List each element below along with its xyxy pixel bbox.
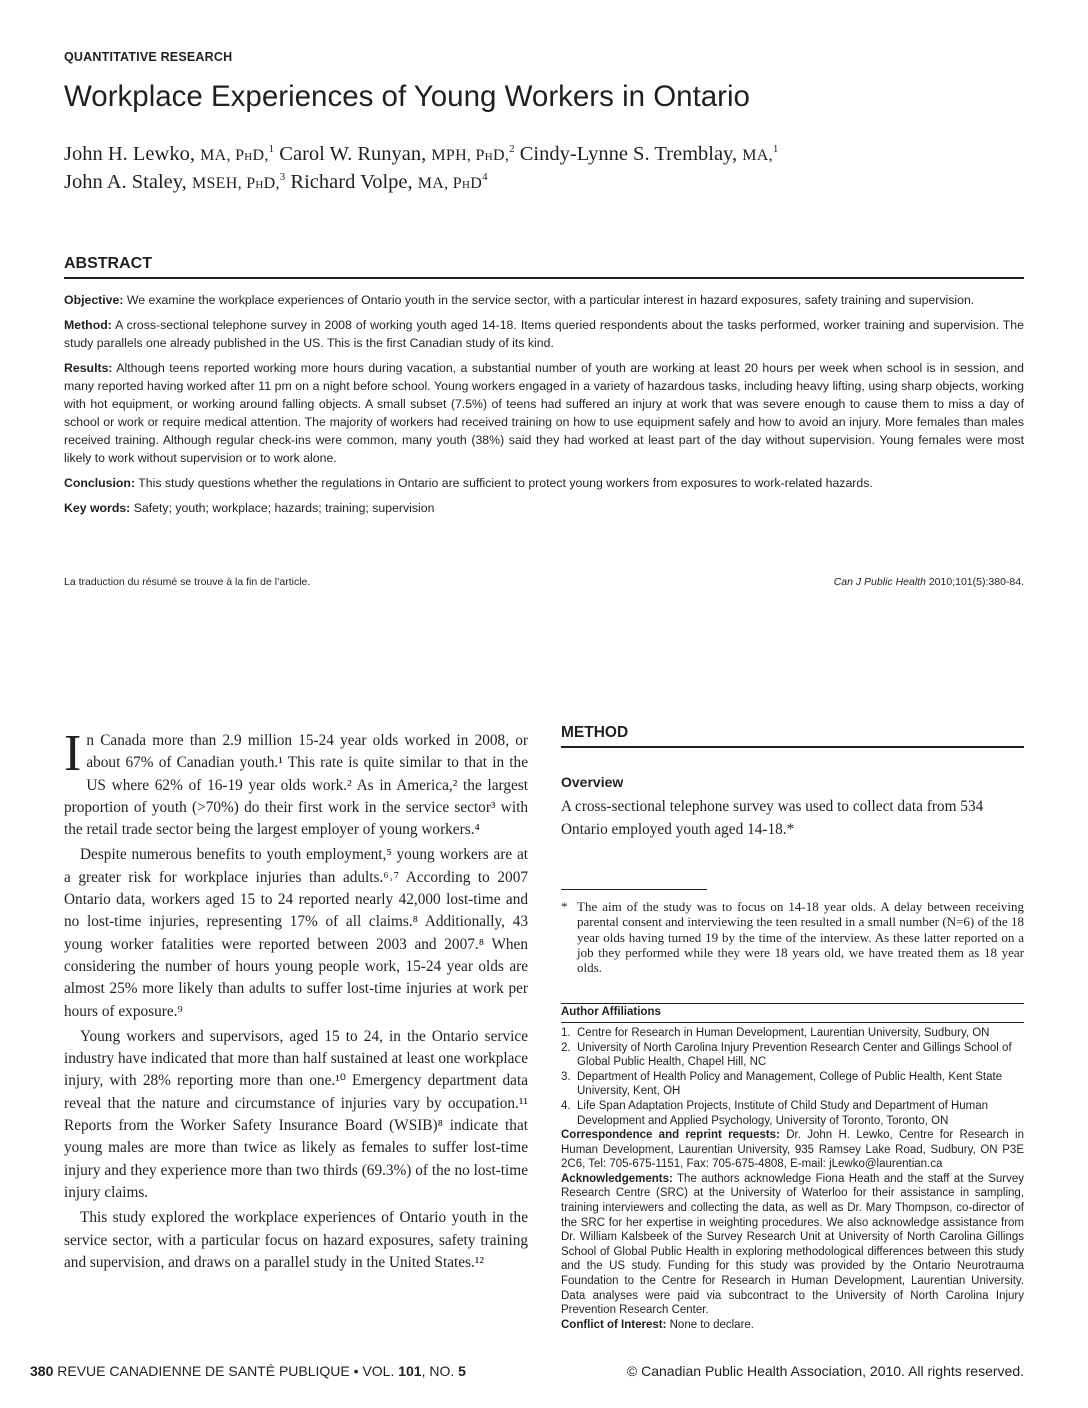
author-name: John H. Lewko, xyxy=(64,143,195,165)
acknowledgements-text: The authors acknowledge Fiona Heath and the staff at the Survey Research Centre (SRC) at the University of Waterloo for their assistance in sampling, training interviewers and collecting the data, as well as Dr. Mary Thompson, co-director of the SRC for her expertise in weighting procedures. We also acknowledge assistance from Dr. William Kalsbeek of the Survey Research Unit at University of North Carolina Gillings School of Global Public Health in exploring methodological differences between this study and the US study. Funding for this study was provided by the Ontario Neurotrauma Foundation to the Centre for Research in Human Development, Laurentian University. Data analyses were paid via subcontract to the University of North Carolina Injury Prevention Research Center. xyxy=(561,1172,1024,1317)
abstract-objective xyxy=(64,291,1024,309)
intro-paragraph-text: n Canada more than 2.9 million 15-24 year olds worked in 2008, or about 67% of Canadian youth.¹ This rate is quite similar to that in the US where 62% of 16-19 year olds work.² As in America,² the largest proportion of youth (>70%) do their first work in the service sector³ with the retail trade sector being the largest employer of young workers.⁴ xyxy=(64,732,528,839)
author-affiliation-mark: 3 xyxy=(279,171,286,184)
author-name: Cindy-Lynne S. Tremblay, xyxy=(519,143,738,165)
method-heading: METHOD xyxy=(561,724,629,741)
affiliation-number: 1. xyxy=(561,1027,571,1039)
footnote-text: The aim of the study was to focus on 14-18 year olds. A delay between receiving parental consent and interviewing the teen resulted in a small number (N=6) of the 18 year olds having turned 19 by the time of the interview. As these latter reported on a job they performed while they were 18 years old, we have treated them as 18 year olds. xyxy=(577,899,1024,976)
author-name: Richard Volpe, xyxy=(290,171,413,193)
author-affiliation-mark: 1 xyxy=(772,143,779,156)
affiliation-text: Life Span Adaptation Projects, Institute of Child Study and Department of Human Development and Applied Psychology, University of Toronto, Toronto, ON xyxy=(577,1099,989,1127)
author-affiliation-mark: 1 xyxy=(268,143,275,156)
objective-text: We examine the workplace experiences of Ontario youth in the service sector, with a particular interest in hazard exposures, safety training and supervision. xyxy=(126,293,975,307)
abstract-method xyxy=(64,316,1024,352)
acknowledgements-note xyxy=(561,1172,1024,1318)
affiliation-item xyxy=(561,1070,1024,1099)
affiliations-list xyxy=(561,1026,1024,1128)
abstract-footer xyxy=(64,576,1024,588)
author-credentials: MA, PhD, xyxy=(200,147,269,164)
keywords-text: Safety; youth; workplace; hazards; training; supervision xyxy=(133,501,435,515)
conclusion-text: This study questions whether the regulations in Ontario are sufficient to protect young workers from exposures to work-related hazards. xyxy=(138,476,873,490)
journal-name: REVUE CANADIENNE DE SANTÉ PUBLIQUE • VOL. xyxy=(53,1363,399,1379)
issue-separator: , NO. xyxy=(421,1363,459,1379)
intro-paragraph: This study explored the workplace experiences of Ontario youth in the service sector, with a particular focus on hazard exposures, safety training and supervision, and draws on a parallel study in the United States.¹² xyxy=(64,1209,528,1271)
page-number: 380 xyxy=(30,1363,54,1379)
author-affiliation-mark: 4 xyxy=(482,171,488,184)
introduction-column xyxy=(64,725,528,1274)
method-text: A cross-sectional telephone survey in 2008 of working youth aged 14-18. Items queried respondents about the tasks performed, worker training and supervision. The study parallels one already published in the US. This is the first Canadian study of its kind. xyxy=(64,318,1024,350)
abstract-conclusion xyxy=(64,474,1024,492)
conflict-text: None to declare. xyxy=(666,1318,755,1331)
author-name: John A. Staley, xyxy=(64,171,187,193)
issue-number: 5 xyxy=(458,1363,466,1379)
keywords-label: Key words: xyxy=(64,501,131,515)
method-label: Method: xyxy=(64,318,112,332)
article-notes xyxy=(561,1128,1024,1332)
affiliation-number: 2. xyxy=(561,1041,571,1054)
overview-text: A cross-sectional telephone survey was used to collect data from 534 Ontario employed youth aged 14-18.* xyxy=(561,798,984,838)
article-title: Workplace Experiences of Young Workers in Ontario xyxy=(64,80,750,113)
affiliation-number: 4. xyxy=(561,1099,571,1112)
citation-details: 2010;101(5):380-84. xyxy=(925,576,1024,588)
method-divider xyxy=(561,746,1024,748)
results-label: Results: xyxy=(64,361,113,375)
affiliation-item xyxy=(561,1041,1024,1070)
affiliation-text: Department of Health Policy and Management, College of Public Health, Kent State University, Kent, OH xyxy=(577,1070,1003,1098)
author-affiliation-mark: 2 xyxy=(509,143,515,156)
affiliation-text: Centre for Research in Human Development, Laurentian University, Sudbury, ON xyxy=(577,1027,990,1039)
affiliations-heading: Author Affiliations xyxy=(561,1006,661,1018)
intro-paragraph: Despite numerous benefits to youth employment,⁵ young workers are at a greater risk for workplace injuries than adults.⁶˒⁷ According to 2007 Ontario data, workers aged 15 to 24 reported nearly 42,000 lost-time and no lost-time injuries, representing 17% of all claims.⁸ Additionally, 43 young worker fatalities were reported between 2003 and 2007.⁸ When considering the number of hours young people work, 15-24 year olds are almost 25% more likely than adults to suffer lost-time injuries at work per hours of exposure.⁹ xyxy=(64,846,528,1020)
acknowledgements-label: Acknowledgements: xyxy=(561,1172,673,1185)
abstract-keywords xyxy=(64,499,1024,517)
author-credentials: MPH, PhD, xyxy=(431,147,510,164)
footnote-mark: * xyxy=(561,899,568,914)
affiliations-top-rule xyxy=(561,1003,1024,1004)
abstract-heading: ABSTRACT xyxy=(64,255,152,272)
abstract-results xyxy=(64,359,1024,467)
section-label: QUANTITATIVE RESEARCH xyxy=(64,50,233,64)
affiliations-heading-rule xyxy=(561,1022,1024,1023)
results-text: Although teens reported working more hours during vacation, a substantial number of youth are working at least 20 hours per week when school is in session, and many reported having worked after 11 pm on a night before school. Young workers engaged in a variety of hazardous tasks, including heavy lifting, using sharp objects, working with hot equipment, or working around falling objects. A small subset (7.5%) of teens had suffered an injury at work that was severe enough to cause them to miss a day of school or work or require medical attention. The majority of workers had received training on how to use equipment safely and how to avoid an injury. More females than males received training. Although regular check-ins were common, many youth (38%) said they had worked at least part of the day without supervision. Young females were most likely to work without supervision or to work alone. xyxy=(64,361,1024,465)
footnote xyxy=(561,899,1024,975)
correspondence-text: Dr. John H. Lewko, Centre for Research in Human Development, Laurentian University, 935 Ramsey Lake Road, Sudbury, ON P3E 2C6, Tel: 705-675-1151, Fax: 705-675-4808, E-mail: jLewko@laurentian.ca xyxy=(561,1129,1024,1171)
page-footer-journal xyxy=(30,1363,466,1379)
conclusion-label: Conclusion: xyxy=(64,476,136,490)
conflict-note xyxy=(561,1318,1024,1333)
footnote-divider xyxy=(561,889,707,890)
author-credentials: MA, xyxy=(742,147,773,164)
affiliation-item xyxy=(561,1099,1024,1128)
affiliation-number: 3. xyxy=(561,1070,571,1083)
conflict-label: Conflict of Interest: xyxy=(561,1318,667,1331)
author-list xyxy=(64,141,1044,197)
abstract-divider xyxy=(64,277,1024,279)
objective-label: Objective: xyxy=(64,293,124,307)
correspondence-label: Correspondence and reprint requests: xyxy=(561,1129,780,1141)
drop-cap: I xyxy=(64,725,82,782)
affiliation-text: University of North Carolina Injury Prevention Research Center and Gillings School of Global Public Health, Chapel Hill, NC xyxy=(577,1041,1012,1069)
affiliation-item xyxy=(561,1026,1024,1041)
author-credentials: MSEH, PhD, xyxy=(191,175,280,192)
intro-paragraph xyxy=(64,725,528,841)
volume-number: 101 xyxy=(398,1363,422,1379)
overview-heading: Overview xyxy=(561,774,624,790)
citation-journal: Can J Public Health xyxy=(833,576,926,588)
abstract-body xyxy=(64,291,1024,524)
author-credentials: MA, PhD xyxy=(417,175,483,192)
intro-paragraph: Young workers and supervisors, aged 15 to 24, in the Ontario service industry have indicated that more than half sustained at least one workplace injury, with 28% reporting more than one.¹⁰ Emergency department data reveal that the nature and circumstance of injuries vary by occupation.¹¹ Reports from the Worker Safety Insurance Board (WSIB)⁸ indicate that young males are more than twice as likely as females to suffer lost-time injury and they experience more than two thirds (69.3%) of the no lost-time injury claims. xyxy=(64,1027,528,1201)
correspondence-note xyxy=(561,1128,1024,1172)
author-name: Carol W. Runyan, xyxy=(279,143,427,165)
citation xyxy=(834,576,1024,588)
page-footer-copyright: © Canadian Public Health Association, 2010. All rights reserved. xyxy=(626,1363,1024,1379)
translation-note: La traduction du résumé se trouve à la fin de l’article. xyxy=(64,576,311,588)
